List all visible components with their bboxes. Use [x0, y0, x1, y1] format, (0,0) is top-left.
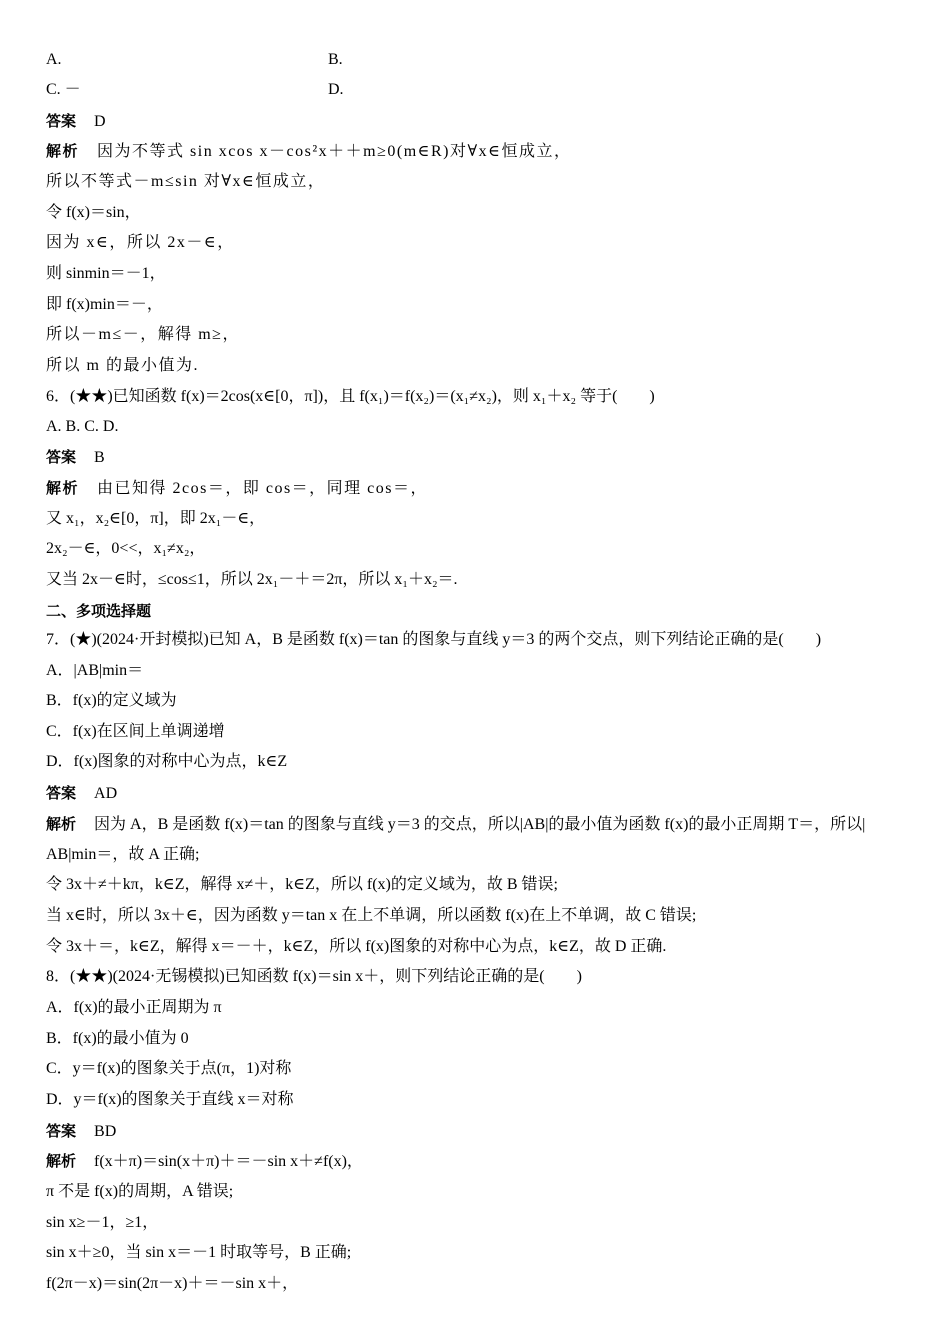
section-title [46, 601, 151, 622]
q6-options: A. B. C. D. [46, 418, 119, 435]
q5-analysis-line [46, 141, 572, 162]
q7-answer: AD [94, 785, 118, 802]
q8-analysis-text: f(x＋π)＝sin(x＋π)＋＝－sin x＋≠f(x)， [94, 1153, 363, 1170]
q7-answer-line [46, 783, 117, 804]
q8-analysis-line: sin x＋≥0，当 sin x＝－1 时取等号，B 正确; [46, 1244, 352, 1261]
q8-option-c: C．y＝f(x)的图象关于点(π，1)对称 [46, 1060, 292, 1077]
q5-analysis-text: 因为不等式 sin xcos x－cos²x＋＋m≥0(m∈R)对∀x∈恒成立， [97, 143, 572, 160]
q8-option-a: A．f(x)的最小正周期为 π [46, 999, 222, 1016]
q5-analysis-line: 所以 m 的最小值为. [46, 357, 199, 374]
q8-analysis-line [46, 1151, 363, 1172]
answer-label: 答案 [46, 448, 77, 466]
q7-analysis-line: 令 3x＋＝，k∈Z，解得 x＝－＋，k∈Z，所以 f(x)图象的对称中心为点，k∈Z，故 D 正确. [46, 938, 667, 955]
q7-analysis-line [46, 814, 865, 835]
q6-answer-line [46, 447, 105, 468]
q6-stem: 6．(★★)已知函数 f(x)＝2cos(x∈[0，π])，且 f(x₁)＝f(x₂)＝(x₁≠x₂)，则 x₁＋x₂ 等于( ) [46, 388, 655, 405]
q6-analysis-text: 由已知得 2cos＝，即 cos＝，同理 cos＝， [97, 480, 429, 497]
q8-option-b: B．f(x)的最小值为 0 [46, 1030, 189, 1047]
q8-stem: 8．(★★)(2024·无锡模拟)已知函数 f(x)＝sin x＋，则下列结论正确的是( ) [46, 968, 582, 985]
q8-option-d: D．y＝f(x)的图象关于直线 x＝对称 [46, 1091, 294, 1108]
q5-analysis-line: 因为 x∈，所以 2x－∈， [46, 234, 235, 251]
q7-analysis-text: 因为 A，B 是函数 f(x)＝tan 的图象与直线 y＝3 的交点，所以|AB|的最小值为函数 f(x)的最小正周期 T＝，所以| [94, 816, 866, 833]
q5-option-d: D. [328, 81, 344, 98]
q5-option-b: B. [328, 51, 343, 68]
answer-label: 答案 [46, 112, 77, 130]
analysis-label: 解析 [46, 142, 80, 160]
q5-option-a: A. [46, 51, 62, 68]
q6-analysis-line: 又 x₁，x₂∈[0，π]，即 2x₁－∈， [46, 510, 266, 527]
q7-option-c: C．f(x)在区间上单调递增 [46, 723, 225, 740]
q8-answer: BD [94, 1123, 117, 1140]
q7-option-b: B．f(x)的定义域为 [46, 692, 177, 709]
q6-analysis-line: 又当 2x－∈时，≤cos≤1，所以 2x₁－＋＝2π，所以 x₁＋x₂＝. [46, 571, 458, 588]
q6-analysis-line: 2x₂－∈，0<<，x₁≠x₂， [46, 540, 206, 557]
q5-analysis-line: 即 f(x)min＝－， [46, 296, 163, 313]
analysis-label: 解析 [46, 815, 77, 833]
q5-option-c: C. － [46, 81, 81, 98]
q8-answer-line [46, 1121, 116, 1142]
analysis-label: 解析 [46, 1152, 77, 1170]
q5-analysis-line: 则 sinmin＝－1， [46, 265, 166, 282]
q6-analysis-line [46, 478, 428, 499]
q7-option-d: D．f(x)图象的对称中心为点，k∈Z [46, 753, 288, 770]
q5-answer-line [46, 111, 106, 132]
q5-answer: D [94, 113, 106, 130]
analysis-label: 解析 [46, 479, 80, 497]
q6-answer: B [94, 449, 105, 466]
answer-label: 答案 [46, 1122, 77, 1140]
q8-analysis-line: f(2π－x)＝sin(2π－x)＋＝－sin x＋， [46, 1275, 299, 1292]
q5-analysis-line: 所以－m≤－，解得 m≥， [46, 326, 240, 343]
q5-analysis-line: 令 f(x)＝sin， [46, 204, 141, 221]
q7-option-a: A．|AB|min＝ [46, 662, 144, 679]
answer-label: 答案 [46, 784, 77, 802]
section-title-text: 二、多项选择题 [46, 602, 152, 620]
q8-analysis-line: π 不是 f(x)的周期，A 错误; [46, 1183, 234, 1200]
q5-analysis-line: 所以不等式－m≤sin 对∀x∈恒成立， [46, 173, 326, 190]
q7-analysis-line: 当 x∈时，所以 3x＋∈，因为函数 y＝tan x 在上不单调，所以函数 f(x)在上不单调，故 C 错误; [46, 907, 697, 924]
q7-analysis-line: AB|min＝，故 A 正确; [46, 846, 200, 863]
q7-analysis-line: 令 3x＋≠＋kπ，k∈Z，解得 x≠＋，k∈Z，所以 f(x)的定义域为，故 B 错误; [46, 876, 558, 893]
q7-stem: 7．(★)(2024·开封模拟)已知 A，B 是函数 f(x)＝tan 的图象与直线 y＝3 的两个交点，则下列结论正确的是( ) [46, 631, 822, 648]
q8-analysis-line: sin x≥－1，≥1， [46, 1214, 159, 1231]
